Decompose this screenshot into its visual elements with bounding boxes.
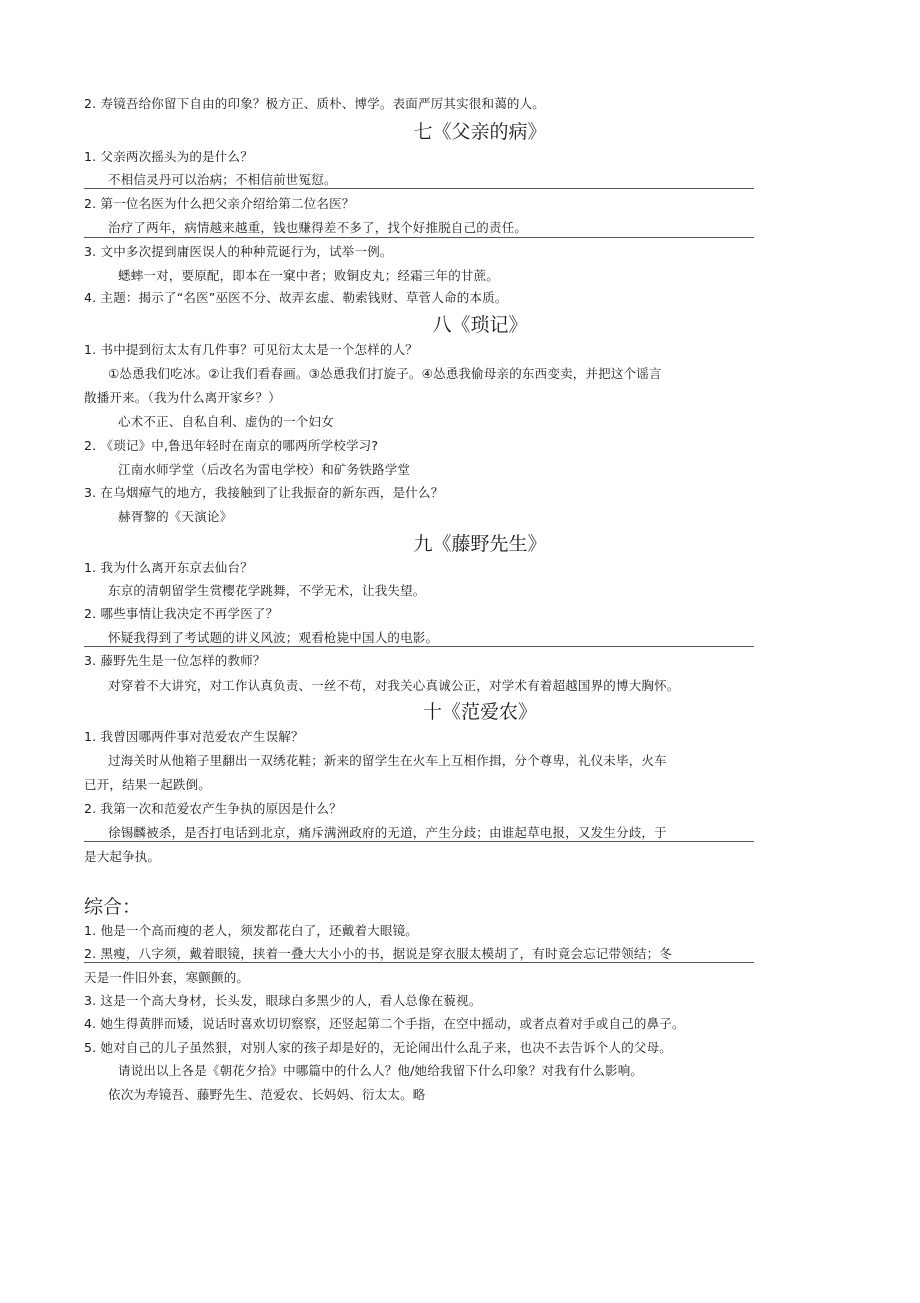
summary-line: 5. 她对自己的儿子虽然狠，对别人家的孩子却是好的，无论闹出什么乱子来，也决不去告诉个人的父母。: [84, 1040, 673, 1055]
divider: [84, 841, 754, 842]
summary-line: 1. 他是一个高而瘦的老人，须发都花白了，还戴着大眼镜。: [84, 923, 419, 938]
answer-line: 蟋蟀一对，要原配，即本在一窠中者；败铜皮丸；经霜三年的甘蔗。: [118, 268, 500, 283]
divider: [84, 188, 754, 189]
question-line: 2. 哪些事情让我决定不再学医了？: [84, 606, 279, 621]
question-line: 1. 书中提到衍太太有几件事？可见衍太太是一个怎样的人？: [84, 342, 419, 357]
answer-line: 是大起争执。: [84, 849, 161, 864]
question-line: 3. 文中多次提到庸医误人的种种荒诞行为，试举一例。: [84, 244, 393, 259]
question-line: 1. 我为什么离开东京去仙台？: [84, 560, 253, 575]
answer-line: 东京的清朝留学生赏樱花学跳舞，不学无术，让我失望。: [108, 583, 426, 598]
question-line: 4. 主题：揭示了“名医”巫医不分、故弄玄虚、勒索钱财、草菅人命的本质。: [84, 290, 508, 305]
answer-line: 徐锡麟被杀，是否打电话到北京，痛斥满洲政府的无道，产生分歧；由谁起草电报，又发生分歧，于: [108, 825, 667, 840]
answer-line: 过海关时从他箱子里翻出一双绣花鞋；新来的留学生在火车上互相作揖，分个尊卑，礼仪未毕，火车: [108, 753, 667, 768]
summary-answer: 依次为寿镜吾、藤野先生、范爱农、长妈妈、衍太太。略: [108, 1087, 426, 1102]
answer-line: 已开，结果一起跌倒。: [84, 777, 212, 792]
section-heading: 八《琐记》: [432, 314, 528, 336]
answer-line: ①怂恿我们吃冰。②让我们看春画。③怂恿我们打旋子。④怂恿我偷母亲的东西变卖，并把这个谣言: [108, 366, 662, 381]
question-line: 3. 藤野先生是一位怎样的教师？: [84, 653, 266, 668]
divider: [84, 962, 754, 963]
answer-line: 散播开来。（我为什么离开家乡？）: [84, 390, 281, 405]
section-heading: 九《藤野先生》: [413, 533, 547, 555]
answer-line: 赫胥黎的《天演论》: [118, 509, 233, 524]
summary-line: 4. 她生得黄胖而矮，说话时喜欢切切察察，还竖起第二个手指，在空中摇动，或者点着对手或自己的鼻子。: [84, 1016, 685, 1031]
answer-line: 治疗了两年，病情越来越重，钱也赚得差不多了，找个好推脱自己的责任。: [108, 220, 528, 235]
answer-line: 怀疑我得到了考试题的讲义风波；观看枪毙中国人的电影。: [108, 630, 439, 645]
question-line: 2. 寿镜吾给你留下自由的印象？极方正、质朴、博学。表面严厉其实很和蔼的人。: [84, 96, 546, 111]
summary-line: 2. 黑瘦，八字须，戴着眼镜，挟着一叠大大小小的书，据说是穿衣服太模胡了，有时竟会忘记带领结；冬: [84, 946, 673, 961]
answer-line: 不相信灵丹可以治病；不相信前世冤愆。: [108, 172, 337, 187]
summary-heading: 综合：: [84, 896, 142, 918]
question-line: 3. 在乌烟瘴气的地方，我接触到了让我振奋的新东西，是什么？: [84, 485, 444, 500]
answer-line: 江南水师学堂（后改名为雷电学校）和矿务铁路学堂: [118, 462, 411, 477]
summary-line: 天是一件旧外套，寒颤颤的。: [84, 970, 250, 985]
answer-line: 心术不正、自私自利、虚伪的一个妇女: [118, 414, 334, 429]
summary-question: 请说出以上各是《朝花夕拾》中哪篇中的什么人？他/她给我留下什么印象？对我有什么影响。: [118, 1063, 644, 1078]
question-line: 2. 我第一次和范爱农产生争执的原因是什么？: [84, 801, 342, 816]
question-line: 1. 我曾因哪两件事对范爱农产生误解？: [84, 729, 304, 744]
divider: [84, 237, 754, 238]
section-heading: 十《范爱农》: [422, 701, 537, 723]
question-line: 2. 《琐记》中,鲁迅年轻时在南京的哪两所学校学习?: [84, 438, 379, 453]
answer-line: 对穿着不大讲究，对工作认真负责、一丝不苟，对我关心真诚公正，对学术有着超越国界的博大胸怀。: [108, 678, 680, 693]
divider: [84, 646, 754, 647]
question-line: 2. 第一位名医为什么把父亲介绍给第二位名医？: [84, 196, 355, 211]
summary-line: 3. 这是一个高大身材，长头发，眼球白多黑少的人，看人总像在藐视。: [84, 993, 482, 1008]
question-line: 1. 父亲两次摇头为的是什么？: [84, 149, 253, 164]
section-heading: 七《父亲的病》: [413, 121, 547, 143]
